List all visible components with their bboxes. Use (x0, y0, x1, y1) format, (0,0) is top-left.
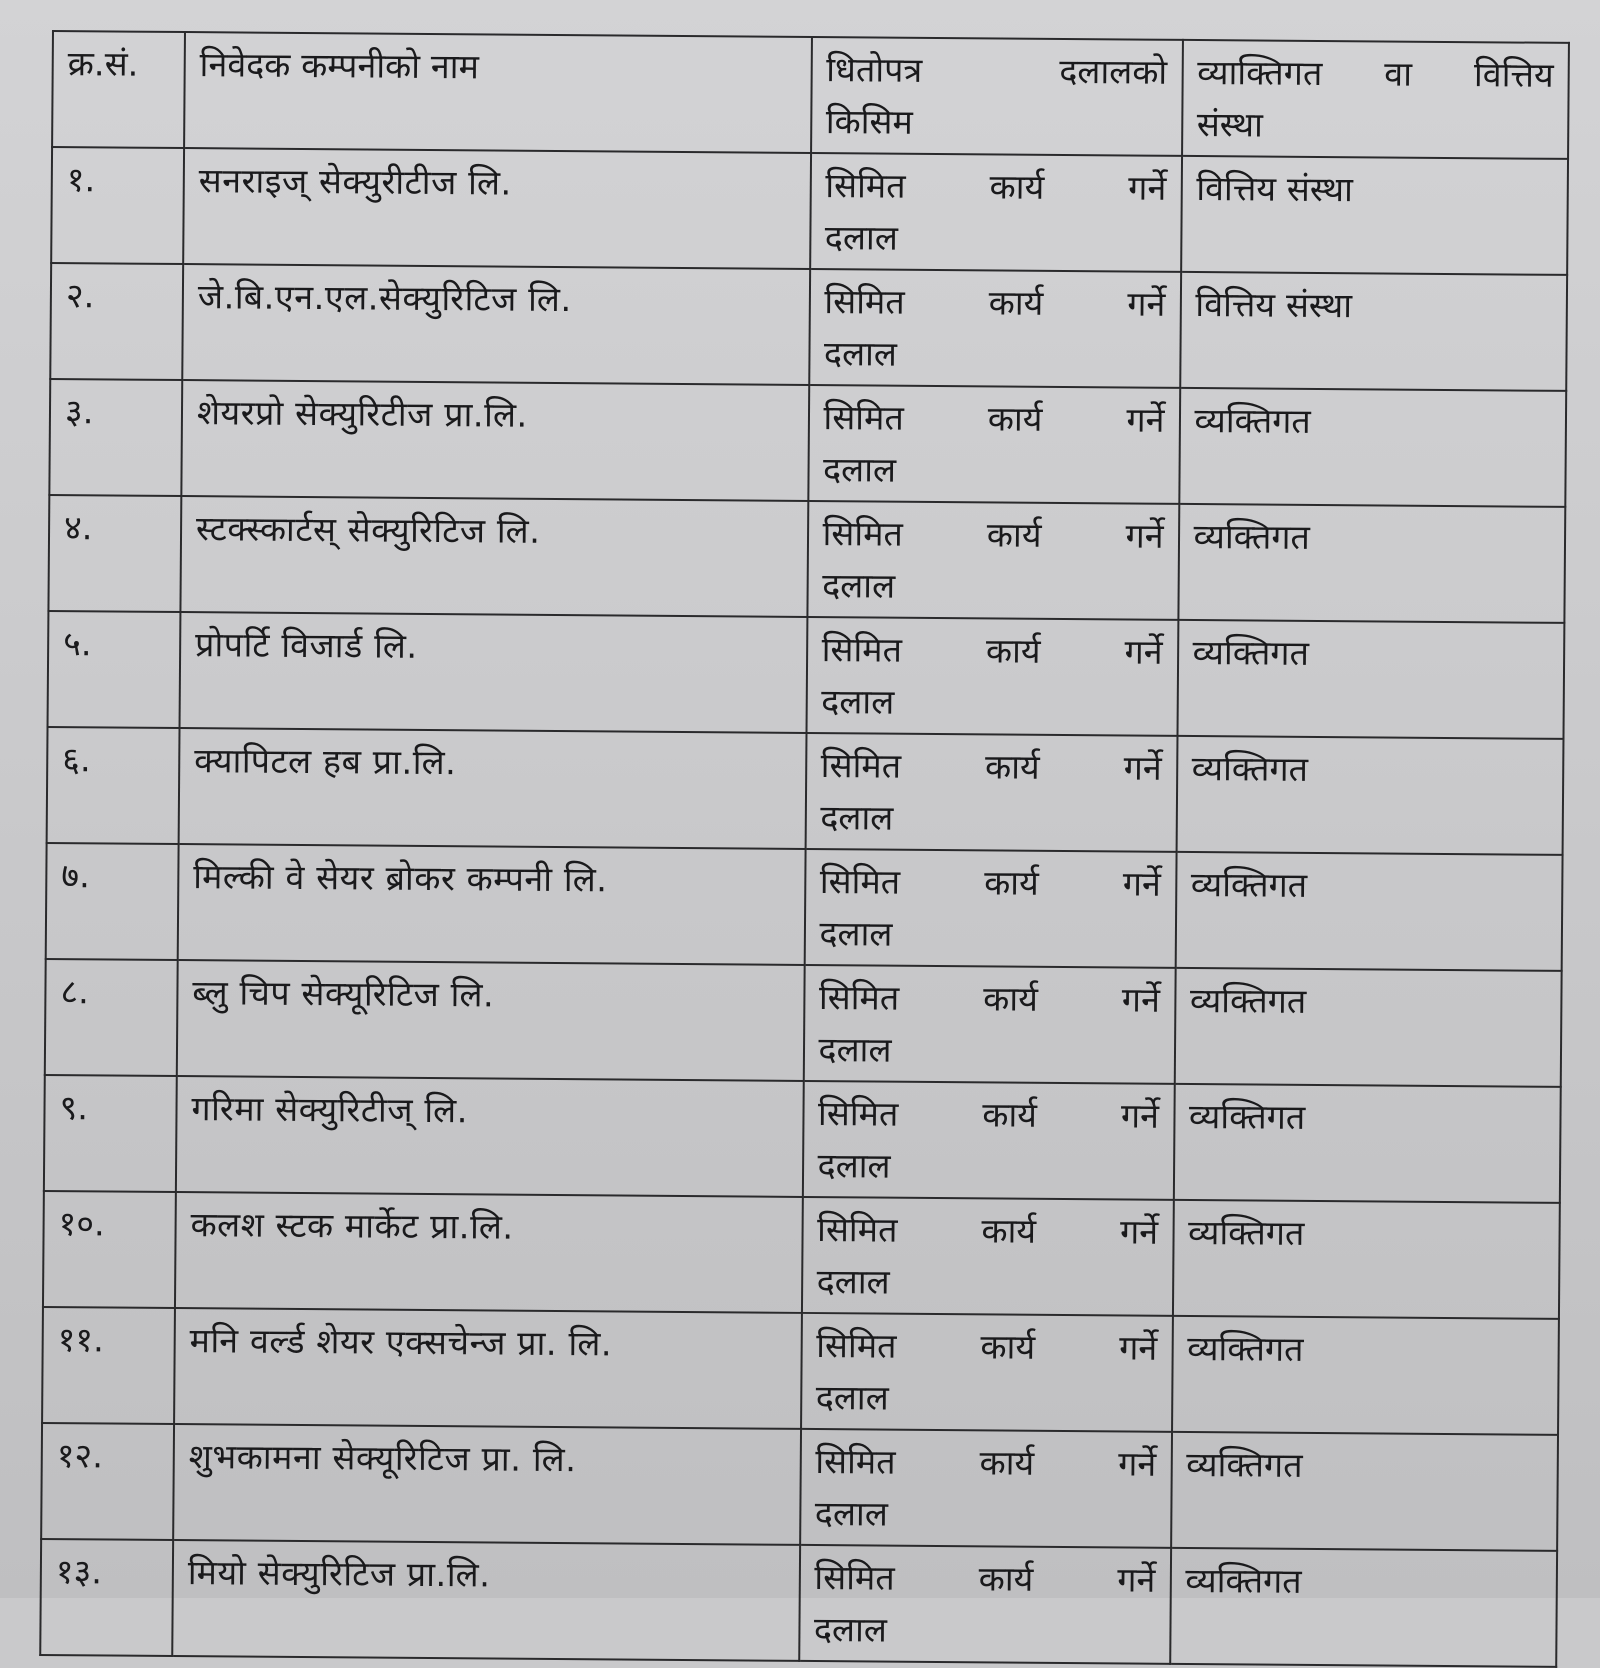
category-cell: वित्तिय संस्था (1180, 272, 1567, 391)
broker-type-cell (809, 269, 1181, 388)
company-name-text: स्टक्स्कार्टस् सेक्युरिटिज लि. (195, 509, 541, 552)
serial-number-cell: ५. (48, 611, 181, 728)
company-name-text: शुभकामना सेक्यूरिटिज प्रा. लि. (188, 1437, 577, 1481)
broker-type-line1: सिमित कार्य गर्ने (822, 514, 1164, 557)
category-cell: व्यक्तिगत (1174, 968, 1561, 1087)
broker-type-cell (804, 849, 1176, 968)
broker-type-line2: दलाल (819, 914, 893, 955)
company-name-text: गरिमा सेक्युरिटीज् लि. (191, 1089, 469, 1132)
broker-type-line1: सिमित कार्य गर्ने (815, 1442, 1157, 1485)
table-row (47, 727, 1564, 855)
company-name-text: क्यापिटल हब प्रा.लि. (194, 741, 457, 784)
company-name-cell (181, 380, 808, 501)
company-name-cell (183, 148, 810, 269)
header-serial: क्र.सं. (52, 31, 185, 148)
broker-type-cell (801, 1313, 1173, 1432)
company-name-cell (175, 1192, 802, 1313)
table-row (43, 1191, 1560, 1319)
category-cell: व्यक्तिगत (1175, 852, 1562, 971)
header-broker-type-line2: किसिम (825, 102, 914, 143)
broker-type-line1: सिमित कार्य गर्ने (824, 282, 1166, 325)
table-row (41, 1423, 1558, 1551)
table-row (48, 611, 1565, 739)
company-name-cell (177, 960, 804, 1081)
broker-type-line2: दलाल (821, 682, 895, 723)
company-name-text: मियो सेक्युरिटिज प्रा.लि. (187, 1553, 491, 1596)
serial-number-cell: १. (51, 147, 184, 264)
broker-type-line1: सिमित कार्य गर्ने (816, 1210, 1159, 1253)
header-broker-type (811, 37, 1183, 156)
serial-number-cell: ९. (44, 1075, 177, 1192)
company-name-cell (182, 264, 809, 385)
broker-type-line1: सिमित कार्य गर्ने (825, 166, 1167, 209)
broker-type-line1: सिमित कार्य गर्ने (823, 398, 1165, 441)
category-cell: व्यक्तिगत (1172, 1316, 1559, 1435)
serial-number-cell: १३. (40, 1539, 173, 1656)
table-row (42, 1307, 1559, 1435)
company-name-cell (179, 728, 806, 849)
broker-type-line2: दलाल (814, 1494, 888, 1535)
broker-type-line2: दलाल (822, 450, 897, 491)
broker-type-line2: दलाल (821, 566, 896, 607)
category-cell: व्यक्तिगत (1177, 620, 1564, 739)
company-name-text: ब्लु चिप सेक्यूरिटिज लि. (192, 973, 495, 1016)
broker-type-line2: दलाल (813, 1610, 888, 1651)
company-name-text: मिल्की वे सेयर ब्रोकर कम्पनी लि. (193, 857, 608, 901)
header-category-line1: व्याक्तिगत वा वित्तिय (1197, 52, 1554, 96)
broker-type-line1: सिमित कार्य गर्ने (821, 630, 1163, 673)
company-name-cell (178, 844, 805, 965)
serial-number-cell: ७. (46, 843, 179, 960)
serial-number-cell: १०. (43, 1191, 176, 1308)
table-row (45, 959, 1562, 1087)
company-name-cell (173, 1424, 800, 1545)
table-row (51, 147, 1568, 275)
table-row (44, 1075, 1561, 1203)
table-body (40, 31, 1569, 1667)
header-broker-type-line1: धितोपत्र दलालको (826, 50, 1168, 93)
broker-type-line2: दलाल (823, 334, 898, 375)
broker-type-line2: दलाल (818, 1030, 892, 1071)
broker-type-cell (801, 1197, 1173, 1316)
broker-type-line2: दलाल (817, 1146, 891, 1187)
table-row (46, 843, 1563, 971)
category-cell: व्यक्तिगत (1172, 1200, 1559, 1319)
company-name-cell (174, 1308, 801, 1429)
broker-type-line2: दलाल (820, 798, 894, 839)
broker-type-line1: सिमित कार्य गर्ने (816, 1326, 1158, 1369)
table-row (50, 263, 1567, 391)
broker-type-line1: सिमित कार्य गर्ने (818, 978, 1161, 1021)
company-name-text: सनराइज् सेक्युरीटीज लि. (198, 161, 512, 204)
broker-type-cell (800, 1429, 1172, 1548)
table-row (49, 379, 1566, 507)
broker-type-cell (803, 965, 1175, 1084)
broker-type-line1: सिमित कार्य गर्ने (820, 746, 1162, 789)
broker-applicants-table (39, 30, 1570, 1668)
header-category-line2: संस्था (1196, 104, 1264, 146)
company-name-text: कलश स्टक मार्केट प्रा.लि. (190, 1205, 514, 1248)
category-cell: व्यक्तिगत (1179, 388, 1566, 507)
broker-type-line2: दलाल (816, 1262, 890, 1303)
serial-number-cell: ८. (45, 959, 178, 1076)
broker-type-line1: सिमित कार्य गर्ने (817, 1094, 1160, 1137)
company-name-cell (179, 612, 806, 733)
broker-type-line1: सिमित कार्य गर्ने (819, 862, 1161, 905)
serial-number-cell: ६. (47, 727, 180, 844)
broker-type-cell (805, 733, 1177, 852)
table-row (40, 1539, 1557, 1667)
serial-number-cell: ३. (49, 379, 182, 496)
category-cell: व्यक्तिगत (1173, 1084, 1560, 1203)
broker-type-line1: सिमित कार्य गर्ने (814, 1558, 1156, 1601)
header-company-name: निवेदक कम्पनीको नाम (184, 32, 811, 153)
broker-type-cell (806, 617, 1178, 736)
broker-type-cell (808, 385, 1180, 504)
category-cell: व्यक्तिगत (1178, 504, 1565, 623)
table-row (48, 495, 1565, 623)
broker-type-cell (807, 501, 1179, 620)
category-cell: वित्तिय संस्था (1181, 156, 1568, 275)
table-header-row (52, 31, 1569, 159)
category-cell: व्यक्तिगत (1170, 1548, 1557, 1667)
broker-type-cell (810, 153, 1182, 272)
broker-type-line2: दलाल (815, 1378, 889, 1419)
company-name-text: मनि वर्ल्ड शेयर एक्सचेन्ज प्रा. लि. (189, 1321, 613, 1365)
serial-number-cell: २. (50, 263, 183, 380)
serial-number-cell: १२. (41, 1423, 174, 1540)
company-name-text: जे.बि.एन.एल.सेक्युरिटिज लि. (197, 277, 572, 321)
broker-type-line2: दलाल (824, 218, 899, 259)
broker-type-cell (799, 1545, 1171, 1664)
company-name-cell (176, 1076, 803, 1197)
company-name-cell (172, 1540, 799, 1661)
category-cell: व्यक्तिगत (1171, 1432, 1558, 1551)
category-cell: व्यक्तिगत (1176, 736, 1563, 855)
broker-type-cell (802, 1081, 1174, 1200)
company-name-text: शेयरप्रो सेक्युरिटीज प्रा.लि. (196, 393, 528, 436)
serial-number-cell: ४. (48, 495, 181, 612)
header-category (1182, 40, 1569, 159)
company-name-text: प्रोपर्टि विजार्ड लि. (194, 625, 418, 667)
company-name-cell (180, 496, 807, 617)
serial-number-cell: ११. (42, 1307, 175, 1424)
